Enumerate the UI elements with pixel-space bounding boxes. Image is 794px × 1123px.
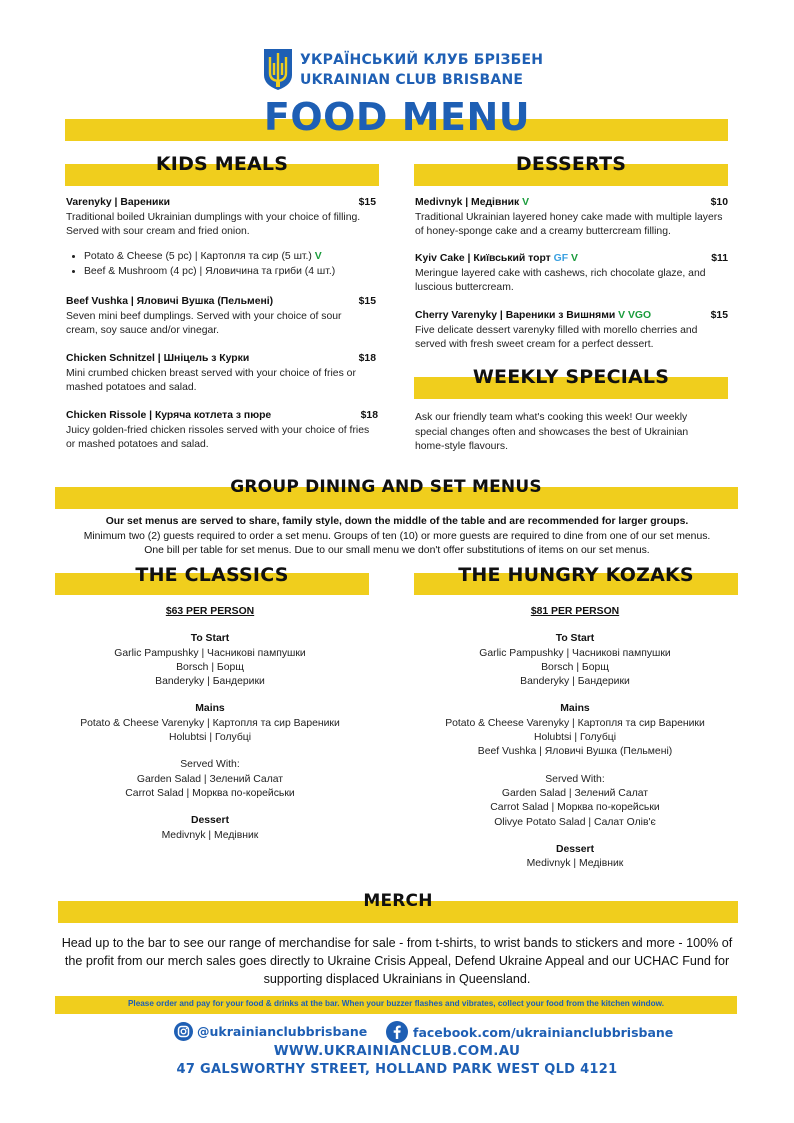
- menu-line: Holubtsi | Голубці: [168, 732, 252, 744]
- instagram-icon: [174, 1022, 193, 1041]
- weekly-heading: WEEKLY SPECIALS: [472, 366, 670, 388]
- item-description: Seven mini beef dumplings. Served with your choice of sour cream, soy sauce and/or vinegar.: [66, 310, 342, 337]
- facebook-link[interactable]: [386, 1021, 673, 1043]
- menu-line: Garden Salad | Зелений Салат: [136, 773, 284, 785]
- menu-line: Carrot Salad | Морква по-корейськи: [125, 787, 295, 799]
- dessert-item-cherry-varenyky: [415, 309, 728, 353]
- vegetarian-tag: V: [618, 310, 626, 321]
- club-name-english: UKRAINIAN CLUB BRISBANE: [300, 72, 524, 88]
- item-price: $11: [711, 253, 728, 264]
- kids-item-chicken-schnitzel: [66, 352, 376, 396]
- kids-item-beef-vushka: [66, 295, 376, 339]
- vegan-option-tag: VGO: [628, 310, 652, 321]
- menu-line: Medivnyk | Медівник: [161, 829, 259, 841]
- course-label: Served With:: [180, 759, 240, 771]
- kids-item-varenyky: [66, 196, 376, 279]
- desserts-heading: DESSERTS: [515, 153, 627, 175]
- menu-line: Potato & Cheese Varenyky | Картопля та сир Вареники: [445, 717, 705, 729]
- kozaks-heading: THE HUNGRY KOZAKS: [458, 564, 694, 586]
- menu-line: Medivnyk | Медівник: [526, 858, 624, 870]
- course-label: Mains: [560, 703, 590, 715]
- item-name: Varenyky | Вареники: [66, 197, 170, 208]
- menu-line: Garlic Pampushky | Часникові пампушки: [114, 647, 306, 659]
- item-name: Chicken Rissole | Куряча котлета з пюре: [66, 410, 272, 421]
- menu-line: Carrot Salad | Морква по-корейськи: [490, 802, 660, 814]
- trident-crest-icon: [262, 47, 294, 91]
- course-label: Served With:: [545, 773, 605, 785]
- group-heading: GROUP DINING AND SET MENUS: [230, 477, 542, 497]
- menu-line: Holubtsi | Голубці: [533, 732, 617, 744]
- group-intro-bold: Our set menus are served to share, family style, down the middle of the table and are recommended for larger groups.: [105, 516, 689, 527]
- facebook-icon: [386, 1021, 408, 1043]
- course-label: To Start: [555, 633, 595, 645]
- merch-heading: MERCH: [363, 891, 433, 911]
- item-description: Traditional boiled Ukrainian dumplings with your choice of filling. Served with sour cream and fried onion.: [66, 211, 361, 238]
- merch-text: Head up to the bar to see our range of merchandise for sale - from t-shirts, to wrist bands to stickers and more - 100% of the profit from our merch sales goes directly to Ukraine Crisis Appeal, Defend Ukraine Appeal and our UCHAC Fund for supporting displaced Ukrainians in Queensland.: [61, 936, 733, 986]
- facebook-url: facebook.com/ukrainianclubbrisbane: [413, 1024, 674, 1040]
- item-description: Juicy golden-fried chicken rissoles served with your choice of fries or mashed potatoes and salad.: [66, 424, 370, 451]
- group-intro: [40, 515, 754, 559]
- order-notice: Please order and pay for your food & drinks at the bar. When your buzzer flashes and vibrates, collect your food from the kitchen window.: [127, 999, 665, 1008]
- menu-line: Olivye Potato Salad | Салат Олів'є: [494, 816, 656, 828]
- kids-item-chicken-rissole: [66, 409, 378, 453]
- set-menu-price: $63 PER PERSON: [165, 606, 255, 617]
- item-price: $15: [358, 197, 376, 208]
- item-price: $10: [710, 197, 728, 208]
- list-item: • Beef & Mushroom (4 pc) | Яловичина та гриби (4 шт.): [84, 264, 376, 279]
- item-description: Five delicate dessert varenyky filled with morello cherries and served with fresh sweet cream for a perfect dessert.: [415, 324, 698, 351]
- dessert-item-kyiv-cake: [415, 252, 728, 296]
- course-label: To Start: [190, 633, 230, 645]
- menu-line: Banderyky | Бандерики: [155, 676, 265, 688]
- group-intro-line: Minimum two (2) guests required to order a set menu. Groups of ten (10) or more guests are required to dine from one of our set menus.: [83, 530, 711, 542]
- address: 47 GALSWORTHY STREET, HOLLAND PARK WEST QLD 4121: [176, 1062, 618, 1077]
- kozaks-menu: [405, 605, 745, 871]
- group-intro-line: One bill per table for set menus. Due to our small menu we don't offer substitutions of items on our set menus.: [144, 545, 650, 556]
- menu-line: Garden Salad | Зелений Салат: [501, 787, 649, 799]
- menu-line: Beef Vushka | Яловичі Вушка (Пельмені): [477, 746, 673, 758]
- item-name: Cherry Varenyky | Вареники з Вишнями: [415, 310, 616, 321]
- instagram-handle: @ukrainianclubbrisbane: [197, 1024, 368, 1039]
- vegetarian-tag: V: [570, 253, 578, 264]
- kids-heading: KIDS MEALS: [155, 153, 289, 175]
- menu-line: Borsch | Борщ: [541, 661, 609, 673]
- filling-options: [66, 249, 376, 279]
- classics-heading: THE CLASSICS: [135, 564, 289, 586]
- course-label: Mains: [195, 703, 225, 715]
- website-link[interactable]: WWW.UKRAINIANCLUB.COM.AU: [273, 1043, 521, 1059]
- dessert-item-medivnyk: [415, 196, 728, 240]
- item-description: Meringue layered cake with cashews, rich chocolate glaze, and luscious buttercream.: [415, 267, 706, 294]
- item-description: Mini crumbed chicken breast served with your choice of fries or mashed potatoes and salad.: [66, 367, 356, 394]
- item-description: Traditional Ukrainian layered honey cake made with multiple layers of honey-sponge cake and a creamy buttercream filling.: [415, 211, 723, 238]
- menu-line: Borsch | Борщ: [176, 661, 244, 673]
- course-label: Dessert: [555, 843, 595, 855]
- vegetarian-tag: V: [314, 250, 322, 262]
- classics-menu: [40, 605, 380, 843]
- weekly-specials-text: Ask our friendly team what's cooking this week! Our weekly special changes often and showcases the best of Ukrainian home-style flavours.: [415, 412, 689, 453]
- item-price: $18: [358, 353, 376, 364]
- item-name: Chicken Schnitzel | Шніцель з Курки: [66, 353, 250, 364]
- menu-line: Potato & Cheese Varenyky | Картопля та сир Вареники: [80, 717, 340, 729]
- list-item: • Potato & Cheese (5 pc) | Картопля та сир (5 шт.) V: [84, 249, 376, 264]
- item-price: $15: [710, 310, 728, 321]
- set-menu-price: $81 PER PERSON: [530, 606, 620, 617]
- page-title: FOOD MENU: [263, 95, 531, 139]
- club-name-ukrainian: УКРАЇНСЬКИЙ КЛУБ БРІЗБЕН: [300, 52, 544, 68]
- instagram-link[interactable]: [174, 1022, 367, 1041]
- vegetarian-tag: V: [522, 197, 530, 208]
- gluten-free-tag: GF: [553, 253, 569, 264]
- course-label: Dessert: [190, 815, 230, 827]
- item-price: $18: [360, 410, 378, 421]
- menu-line: Banderyky | Бандерики: [520, 676, 630, 688]
- item-name: Medivnyk | Медівник: [415, 197, 520, 208]
- item-price: $15: [358, 296, 376, 307]
- menu-line: Garlic Pampushky | Часникові пампушки: [479, 647, 671, 659]
- item-name: Beef Vushka | Яловичі Вушка (Пельмені): [66, 296, 274, 307]
- item-name: Kyiv Cake | Київський торт: [415, 253, 551, 264]
